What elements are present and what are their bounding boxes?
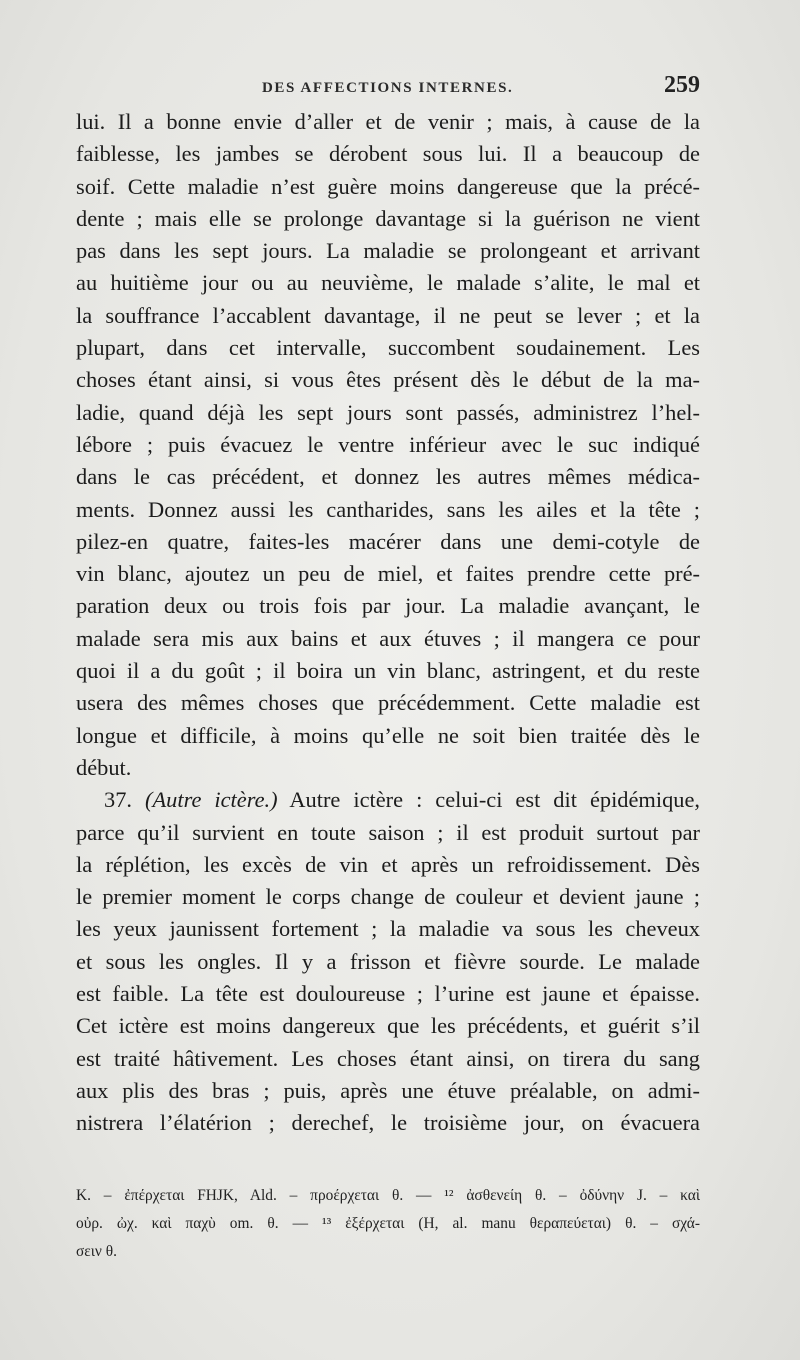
body-text xyxy=(76,106,700,1140)
text-line: paration deux ou trois fois par jour. La maladie avançant, le xyxy=(76,593,700,619)
footnote-line: οὐρ. ὠχ. καὶ παχὺ om. θ. — ¹³ ἐξέρχεται (H, al. manu θεραπεύεται) θ. – σχά- xyxy=(76,1215,700,1232)
text-line: vin blanc, ajoutez un peu de miel, et faites prendre cette pré- xyxy=(76,561,700,587)
section-first-line: Autre ictère : celui-ci est dit épidémique, xyxy=(289,787,700,813)
section-heading-line xyxy=(76,784,700,816)
text-line: est traité hâtivement. Les choses étant ainsi, on tirera du sang xyxy=(76,1045,700,1071)
text-line: soif. Cette maladie n’est guère moins dangereuse que la précé- xyxy=(76,173,700,199)
text-line: aux plis des bras ; puis, après une étuve préalable, on admi- xyxy=(76,1077,700,1103)
text-line: dans le cas précédent, et donnez les autres mêmes médica- xyxy=(76,464,700,490)
text-line: usera des mêmes choses que précédemment. Cette maladie est xyxy=(76,690,700,716)
text-line: malade sera mis aux bains et aux étuves ; il mangera ce pour xyxy=(76,625,700,651)
text-line: choses étant ainsi, si vous êtes présent dès le début de la ma- xyxy=(76,367,700,393)
text-line: et sous les ongles. Il y a frisson et fièvre sourde. Le malade xyxy=(76,948,700,974)
text-line: les yeux jaunissent fortement ; la maladie va sous les cheveux xyxy=(76,916,700,942)
text-line: pas dans les sept jours. La maladie se prolongeant et arrivant xyxy=(76,238,700,264)
running-head: DES AFFECTIONS INTERNES. xyxy=(262,80,514,96)
page-number: 259 xyxy=(664,72,700,98)
text-line: faiblesse, les jambes se dérobent sous lui. Il a beaucoup de xyxy=(76,141,700,167)
footnotes xyxy=(76,1182,700,1266)
text-line: début. xyxy=(76,754,132,780)
text-line: longue et difficile, à moins qu’elle ne soit bien traitée dès le xyxy=(76,722,700,748)
footnote-line: K. – ἐπέρχεται FHJK, Ald. – προέρχεται θ. — ¹² ἀσθενείη θ. – ὀδύνην J. – καὶ xyxy=(76,1187,700,1204)
text-line: ladie, quand déjà les sept jours sont passés, administrez l’hel- xyxy=(76,399,700,425)
section-number: 37. xyxy=(104,787,132,813)
footnote-line: σειν θ. xyxy=(76,1243,117,1260)
text-line: pilez-en quatre, faites-les macérer dans une demi-cotyle de xyxy=(76,528,700,554)
text-line: le premier moment le corps change de couleur et devient jaune ; xyxy=(76,884,700,910)
text-line: lébore ; puis évacuez le ventre inférieur avec le suc indiqué xyxy=(76,431,700,457)
text-line: parce qu’il survient en toute saison ; il est produit surtout par xyxy=(76,819,700,845)
text-line: Cet ictère est moins dangereux que les précédents, et guérit s’il xyxy=(76,1013,700,1039)
text-line: plupart, dans cet intervalle, succombent soudainement. Les xyxy=(76,335,700,361)
text-line: nistrera l’élatérion ; derechef, le troisième jour, on évacuera xyxy=(76,1110,700,1136)
text-line: la souffrance l’accablent davantage, il ne peut se lever ; et la xyxy=(76,302,700,328)
text-line: ments. Donnez aussi les cantharides, sans les ailes et la tête ; xyxy=(76,496,700,522)
text-line: dente ; mais elle se prolonge davantage si la guérison ne vient xyxy=(76,205,700,231)
page-header xyxy=(76,72,700,106)
text-line: lui. Il a bonne envie d’aller et de venir ; mais, à cause de la xyxy=(76,109,700,134)
section-title: (Autre ictère.) xyxy=(145,787,278,813)
text-line: est faible. La tête est douloureuse ; l’urine est jaune et épaisse. xyxy=(76,981,700,1007)
text-line: quoi il a du goût ; il boira un vin blanc, astringent, et du reste xyxy=(76,658,700,684)
text-line: la réplétion, les excès de vin et après un refroidissement. Dès xyxy=(76,851,700,877)
text-line: au huitième jour ou au neuvième, le malade s’alite, le mal et xyxy=(76,270,700,296)
